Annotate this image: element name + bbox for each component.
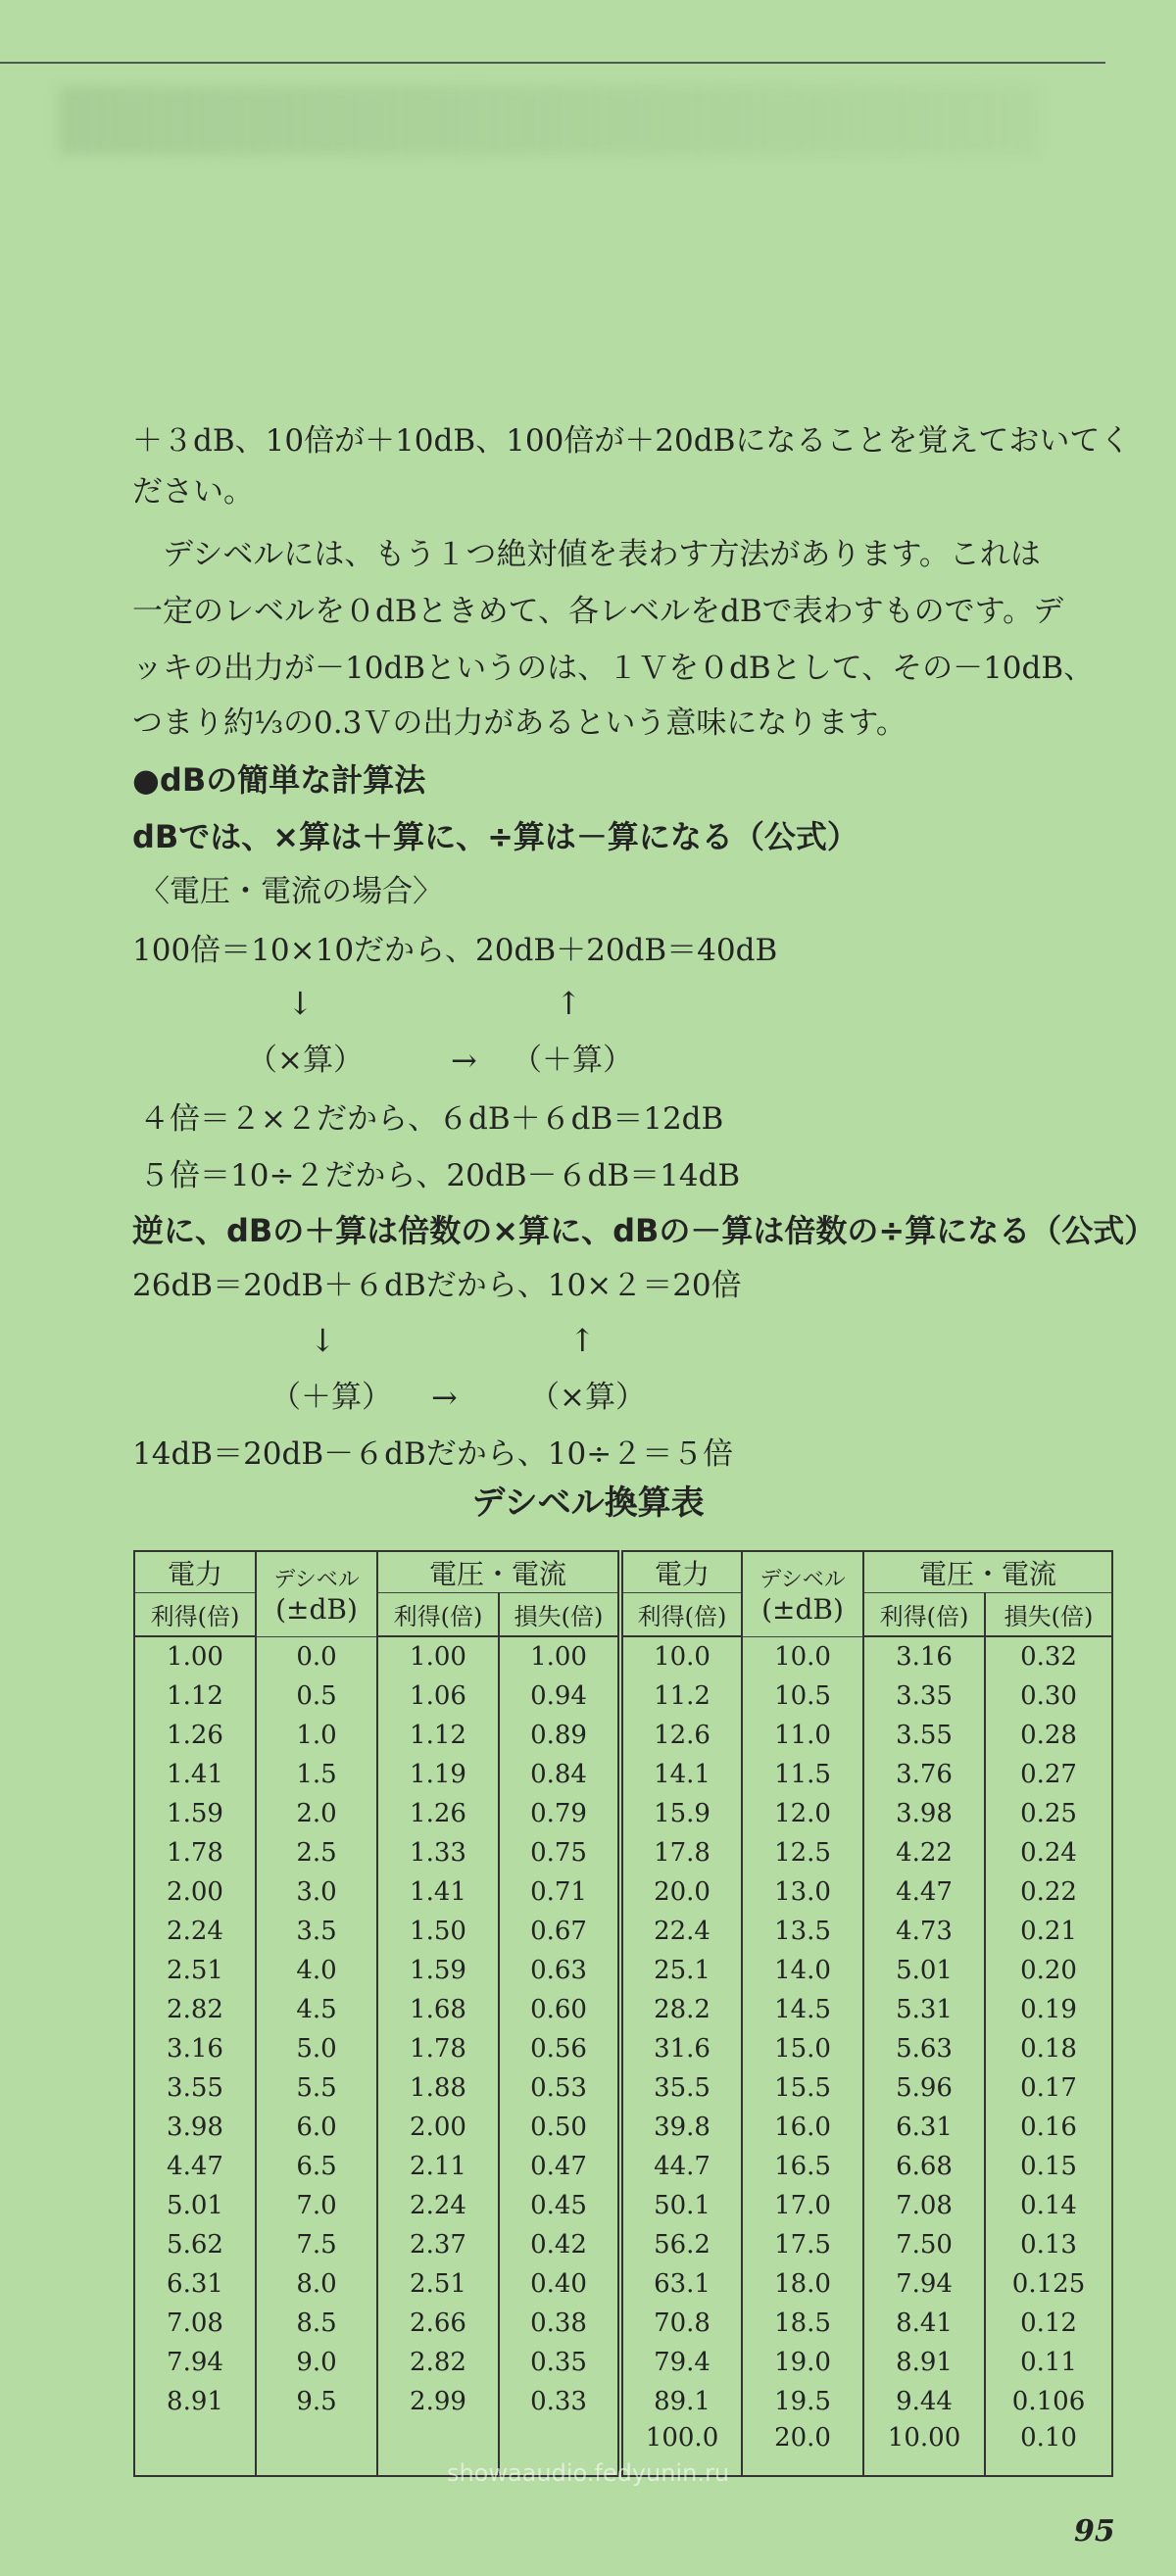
header-decibel-label-right: デシベル <box>760 1567 846 1592</box>
right-decibel-cell: 15.0 <box>742 2029 863 2068</box>
right-power-gain-cell: 28.2 <box>620 1990 742 2029</box>
left-decibel-cell: 0.5 <box>256 1677 377 1716</box>
table-row <box>134 1794 1112 1833</box>
table-row <box>134 1755 1112 1794</box>
header-vc-gain-right: 利得(倍) <box>863 1593 985 1637</box>
right-voltage-gain-cell: 3.55 <box>863 1716 985 1755</box>
right-decibel-cell: 20.0 <box>742 2421 863 2477</box>
left-power-gain-cell: 1.78 <box>134 1833 256 1872</box>
right-decibel-cell: 16.0 <box>742 2108 863 2147</box>
left-voltage-gain-cell: 1.88 <box>377 2068 499 2108</box>
right-decibel-cell: 19.0 <box>742 2343 863 2382</box>
paragraph-line-5: ッキの出力が－10dBというのは、１Ｖを０dBとして、その－10dB、 <box>132 651 1095 686</box>
table-row <box>134 1951 1112 1990</box>
table-row <box>134 1677 1112 1716</box>
left-voltage-loss-cell: 1.00 <box>499 1636 620 1677</box>
left-voltage-loss-cell: 0.79 <box>499 1794 620 1833</box>
right-power-gain-cell: 14.1 <box>620 1755 742 1794</box>
left-voltage-loss-cell: 0.94 <box>499 1677 620 1716</box>
left-decibel-cell: 5.5 <box>256 2068 377 2108</box>
left-decibel-cell: 6.5 <box>256 2147 377 2186</box>
right-voltage-gain-cell: 4.47 <box>863 1872 985 1912</box>
header-vc-loss: 損失(倍) <box>499 1593 620 1637</box>
right-voltage-loss-cell: 0.25 <box>985 1794 1112 1833</box>
left-voltage-gain-cell: 1.33 <box>377 1833 499 1872</box>
left-voltage-loss-cell: 0.40 <box>499 2264 620 2304</box>
right-voltage-gain-cell: 6.31 <box>863 2108 985 2147</box>
left-voltage-loss-cell: 0.42 <box>499 2225 620 2264</box>
left-power-gain-cell: 3.55 <box>134 2068 256 2108</box>
left-decibel-cell: 8.0 <box>256 2264 377 2304</box>
table-row <box>134 2304 1112 2343</box>
left-decibel-cell: 2.0 <box>256 1794 377 1833</box>
left-decibel-cell: 9.5 <box>256 2382 377 2421</box>
right-decibel-cell: 18.5 <box>742 2304 863 2343</box>
left-voltage-gain-cell: 1.41 <box>377 1872 499 1912</box>
table-row <box>134 1833 1112 1872</box>
formula-2: 逆に、dBの＋算は倍数の×算に、dBの－算は倍数の÷算になる（公式） <box>132 1212 1156 1249</box>
right-voltage-gain-cell: 3.98 <box>863 1794 985 1833</box>
watermark: showaaudio.fedyunin.ru <box>446 2459 730 2487</box>
right-decibel-cell: 15.5 <box>742 2068 863 2108</box>
header-decibel-right <box>742 1551 863 1636</box>
table-row <box>134 2068 1112 2108</box>
left-decibel-cell: 3.5 <box>256 1912 377 1951</box>
formula-1: dBでは、×算は＋算に、÷算は－算になる（公式） <box>132 818 858 855</box>
left-power-gain-cell: 2.82 <box>134 1990 256 2029</box>
right-voltage-loss-cell: 0.17 <box>985 2068 1112 2108</box>
right-voltage-gain-cell: 5.01 <box>863 1951 985 1990</box>
left-voltage-gain-cell: 1.06 <box>377 1677 499 1716</box>
table-title: デシベル換算表 <box>471 1483 705 1523</box>
right-voltage-gain-cell: 8.41 <box>863 2304 985 2343</box>
table-row <box>134 2147 1112 2186</box>
left-voltage-gain-cell: 2.99 <box>377 2382 499 2421</box>
left-power-gain-cell: 8.91 <box>134 2382 256 2421</box>
table-row <box>134 1912 1112 1951</box>
table-row <box>134 2382 1112 2421</box>
down-arrow-2: ↓ <box>310 1322 336 1359</box>
right-power-gain-cell: 17.8 <box>620 1833 742 1872</box>
header-voltage-current: 電圧・電流 <box>377 1551 620 1593</box>
right-voltage-gain-cell: 7.94 <box>863 2264 985 2304</box>
table-row <box>134 2186 1112 2225</box>
left-voltage-loss-cell: 0.56 <box>499 2029 620 2068</box>
header-vc-gain: 利得(倍) <box>377 1593 499 1637</box>
left-decibel-cell: 6.0 <box>256 2108 377 2147</box>
left-decibel-cell: 4.5 <box>256 1990 377 2029</box>
right-voltage-loss-cell: 0.30 <box>985 1677 1112 1716</box>
left-voltage-loss-cell: 0.35 <box>499 2343 620 2382</box>
left-decibel-cell: 0.0 <box>256 1636 377 1677</box>
bleed-through-shadow <box>59 86 1039 155</box>
right-voltage-gain-cell: 9.44 <box>863 2382 985 2421</box>
left-decibel-cell: 7.0 <box>256 2186 377 2225</box>
right-voltage-gain-cell: 5.96 <box>863 2068 985 2108</box>
down-arrow: ↓ <box>287 985 314 1022</box>
right-decibel-cell: 13.5 <box>742 1912 863 1951</box>
left-power-gain-cell: 5.62 <box>134 2225 256 2264</box>
right-power-gain-cell: 39.8 <box>620 2108 742 2147</box>
right-decibel-cell: 19.5 <box>742 2382 863 2421</box>
left-voltage-gain-cell: 2.66 <box>377 2304 499 2343</box>
right-decibel-cell: 13.0 <box>742 1872 863 1912</box>
op-plus: （＋算） <box>512 1043 633 1078</box>
header-power-gain-right: 利得(倍) <box>620 1593 742 1637</box>
table-body <box>134 1636 1112 2476</box>
right-power-gain-cell: 44.7 <box>620 2147 742 2186</box>
left-voltage-loss-cell: 0.67 <box>499 1912 620 1951</box>
right-decibel-cell: 16.5 <box>742 2147 863 2186</box>
right-power-gain-cell: 70.8 <box>620 2304 742 2343</box>
table-row <box>134 2108 1112 2147</box>
right-voltage-gain-cell: 5.31 <box>863 1990 985 2029</box>
right-decibel-cell: 12.5 <box>742 1833 863 1872</box>
paragraph-line-1: ＋３dB、10倍が＋10dB、100倍が＋20dBになることを覚えておいてく <box>132 423 1131 459</box>
left-power-gain-cell: 4.47 <box>134 2147 256 2186</box>
case-label: 〈電圧・電流の場合〉 <box>139 874 443 909</box>
right-voltage-loss-cell: 0.13 <box>985 2225 1112 2264</box>
header-decibel-label: デシベル <box>273 1567 360 1592</box>
left-power-gain-cell: 5.01 <box>134 2186 256 2225</box>
right-voltage-loss-cell: 0.14 <box>985 2186 1112 2225</box>
left-voltage-gain-cell: 2.24 <box>377 2186 499 2225</box>
right-voltage-loss-cell: 0.15 <box>985 2147 1112 2186</box>
right-decibel-cell: 17.0 <box>742 2186 863 2225</box>
right-decibel-cell: 18.0 <box>742 2264 863 2304</box>
right-decibel-cell: 12.0 <box>742 1794 863 1833</box>
left-voltage-gain-cell: 2.00 <box>377 2108 499 2147</box>
left-decibel-cell: 7.5 <box>256 2225 377 2264</box>
right-power-gain-cell: 11.2 <box>620 1677 742 1716</box>
left-voltage-gain-cell: 1.50 <box>377 1912 499 1951</box>
right-voltage-loss-cell: 0.12 <box>985 2304 1112 2343</box>
left-power-gain-cell: 1.26 <box>134 1716 256 1755</box>
right-power-gain-cell: 79.4 <box>620 2343 742 2382</box>
example-1: 100倍＝10×10だから、20dB＋20dB＝40dB <box>132 933 778 968</box>
top-rule <box>0 62 1105 64</box>
header-vc-loss-right: 損失(倍) <box>985 1593 1112 1637</box>
right-decibel-cell: 11.5 <box>742 1755 863 1794</box>
left-voltage-loss-cell: 0.89 <box>499 1716 620 1755</box>
left-voltage-loss-cell: 0.84 <box>499 1755 620 1794</box>
left-voltage-gain-cell: 1.12 <box>377 1716 499 1755</box>
right-power-gain-cell: 25.1 <box>620 1951 742 1990</box>
left-power-gain-cell: 1.59 <box>134 1794 256 1833</box>
left-decibel-cell: 5.0 <box>256 2029 377 2068</box>
right-decibel-cell: 17.5 <box>742 2225 863 2264</box>
left-decibel-cell: 4.0 <box>256 1951 377 1990</box>
example-3: ５倍＝10÷２だから、20dB－６dB＝14dB <box>139 1158 741 1193</box>
left-voltage-gain-cell: 2.37 <box>377 2225 499 2264</box>
table-row <box>134 1636 1112 1677</box>
right-voltage-gain-cell: 6.68 <box>863 2147 985 2186</box>
header-pm-db-right: (±dB) <box>761 1592 844 1626</box>
left-power-gain-cell: 1.00 <box>134 1636 256 1677</box>
left-voltage-gain-cell: 1.68 <box>377 1990 499 2029</box>
table-row <box>134 1716 1112 1755</box>
left-decibel-cell: 2.5 <box>256 1833 377 1872</box>
right-power-gain-cell: 12.6 <box>620 1716 742 1755</box>
right-decibel-cell: 14.5 <box>742 1990 863 2029</box>
table-row <box>134 2264 1112 2304</box>
right-power-gain-cell: 50.1 <box>620 2186 742 2225</box>
left-voltage-gain-cell: 1.26 <box>377 1794 499 1833</box>
op-multiply: （×算） <box>247 1043 364 1078</box>
left-power-gain-cell: 7.94 <box>134 2343 256 2382</box>
left-voltage-gain-cell: 1.59 <box>377 1951 499 1990</box>
right-decibel-cell: 11.0 <box>742 1716 863 1755</box>
paragraph-line-4: 一定のレベルを０dBときめて、各レベルをdBで表わすものです。デ <box>132 594 1064 629</box>
right-decibel-cell: 10.0 <box>742 1636 863 1677</box>
left-decibel-cell: 1.5 <box>256 1755 377 1794</box>
left-voltage-loss-cell: 0.38 <box>499 2304 620 2343</box>
right-voltage-gain-cell: 10.00 <box>863 2421 985 2477</box>
right-voltage-loss-cell: 0.21 <box>985 1912 1112 1951</box>
right-voltage-loss-cell: 0.20 <box>985 1951 1112 1990</box>
right-power-gain-cell: 22.4 <box>620 1912 742 1951</box>
left-voltage-loss-cell: 0.45 <box>499 2186 620 2225</box>
header-power-right: 電力 <box>620 1551 742 1593</box>
right-power-gain-cell: 35.5 <box>620 2068 742 2108</box>
table-row <box>134 2225 1112 2264</box>
left-voltage-gain-cell: 1.78 <box>377 2029 499 2068</box>
right-voltage-loss-cell: 0.24 <box>985 1833 1112 1872</box>
right-voltage-gain-cell: 8.91 <box>863 2343 985 2382</box>
right-voltage-gain-cell: 7.50 <box>863 2225 985 2264</box>
right-voltage-loss-cell: 0.18 <box>985 2029 1112 2068</box>
left-power-gain-cell: 2.51 <box>134 1951 256 1990</box>
right-power-gain-cell: 89.1 <box>620 2382 742 2421</box>
right-power-gain-cell: 15.9 <box>620 1794 742 1833</box>
left-power-gain-cell: 3.98 <box>134 2108 256 2147</box>
right-power-gain-cell: 10.0 <box>620 1636 742 1677</box>
right-voltage-loss-cell: 0.32 <box>985 1636 1112 1677</box>
right-power-gain-cell: 31.6 <box>620 2029 742 2068</box>
right-voltage-loss-cell: 0.11 <box>985 2343 1112 2382</box>
left-power-gain-cell: 3.16 <box>134 2029 256 2068</box>
right-voltage-gain-cell: 4.22 <box>863 1833 985 1872</box>
right-power-gain-cell: 56.2 <box>620 2225 742 2264</box>
right-power-gain-cell: 63.1 <box>620 2264 742 2304</box>
example-4: 26dB＝20dB＋６dBだから、10×２＝20倍 <box>132 1268 742 1303</box>
left-voltage-loss-cell: 0.63 <box>499 1951 620 1990</box>
left-voltage-loss-cell: 0.47 <box>499 2147 620 2186</box>
left-voltage-loss-cell: 0.71 <box>499 1872 620 1912</box>
left-voltage-loss-cell: 0.33 <box>499 2382 620 2421</box>
right-voltage-gain-cell: 4.73 <box>863 1912 985 1951</box>
left-decibel-cell: 3.0 <box>256 1872 377 1912</box>
right-decibel-cell: 10.5 <box>742 1677 863 1716</box>
left-voltage-gain-cell: 2.82 <box>377 2343 499 2382</box>
left-voltage-gain-cell: 1.00 <box>377 1636 499 1677</box>
table-row <box>134 2029 1112 2068</box>
up-arrow-2: ↑ <box>569 1322 596 1359</box>
paragraph-line-3: デシベルには、もう１つ絶対値を表わす方法があります。これは <box>132 537 1041 572</box>
paragraph-line-6: つまり約⅓の0.3Ｖの出力があるという意味になります。 <box>132 705 906 741</box>
right-voltage-loss-cell: 0.16 <box>985 2108 1112 2147</box>
paragraph-line-2: ださい。 <box>132 474 254 510</box>
table-row <box>134 1872 1112 1912</box>
page-number: 95 <box>1074 2514 1115 2549</box>
table-row <box>134 1990 1112 2029</box>
left-voltage-gain-cell: 2.51 <box>377 2264 499 2304</box>
right-voltage-loss-cell: 0.10 <box>985 2421 1112 2477</box>
left-power-gain-cell: 2.24 <box>134 1912 256 1951</box>
left-voltage-loss-cell: 0.75 <box>499 1833 620 1872</box>
right-voltage-gain-cell: 3.35 <box>863 1677 985 1716</box>
left-voltage-loss-cell: 0.60 <box>499 1990 620 2029</box>
right-voltage-loss-cell: 0.22 <box>985 1872 1112 1912</box>
left-voltage-loss-cell: 0.50 <box>499 2108 620 2147</box>
header-pm-db: (±dB) <box>275 1592 358 1626</box>
example-5: 14dB＝20dB－６dBだから、10÷２＝５倍 <box>132 1436 734 1472</box>
right-voltage-gain-cell: 7.08 <box>863 2186 985 2225</box>
right-voltage-gain-cell: 3.76 <box>863 1755 985 1794</box>
left-decibel-cell: 9.0 <box>256 2343 377 2382</box>
right-power-gain-cell: 100.0 <box>620 2421 742 2477</box>
left-voltage-gain-cell: 1.19 <box>377 1755 499 1794</box>
decibel-conversion-table <box>133 1550 1113 2477</box>
header-decibel <box>256 1551 377 1636</box>
op-multiply-2: （×算） <box>529 1380 646 1415</box>
right-voltage-loss-cell: 0.19 <box>985 1990 1112 2029</box>
right-arrow: → <box>451 1042 477 1079</box>
left-power-gain-cell: 2.00 <box>134 1872 256 1912</box>
right-power-gain-cell: 20.0 <box>620 1872 742 1912</box>
header-power-gain: 利得(倍) <box>134 1593 256 1637</box>
header-row-1 <box>134 1551 1112 1593</box>
example-2: ４倍＝２×２だから、６dB＋６dB＝12dB <box>139 1101 724 1137</box>
op-plus-2: （＋算） <box>270 1380 392 1415</box>
left-voltage-loss-cell: 0.53 <box>499 2068 620 2108</box>
left-power-gain-cell: 6.31 <box>134 2264 256 2304</box>
right-voltage-loss-cell: 0.27 <box>985 1755 1112 1794</box>
table-row <box>134 2343 1112 2382</box>
section-heading: ●dBの簡単な計算法 <box>132 761 426 799</box>
right-voltage-loss-cell: 0.125 <box>985 2264 1112 2304</box>
left-decibel-cell: 1.0 <box>256 1716 377 1755</box>
header-power: 電力 <box>134 1551 256 1593</box>
right-arrow-2: → <box>431 1379 458 1416</box>
right-voltage-loss-cell: 0.106 <box>985 2382 1112 2421</box>
left-decibel-cell: 8.5 <box>256 2304 377 2343</box>
left-power-gain-cell: 7.08 <box>134 2304 256 2343</box>
right-voltage-loss-cell: 0.28 <box>985 1716 1112 1755</box>
left-power-gain-cell: 1.41 <box>134 1755 256 1794</box>
up-arrow: ↑ <box>556 985 582 1022</box>
right-voltage-gain-cell: 5.63 <box>863 2029 985 2068</box>
left-power-gain-cell: 1.12 <box>134 1677 256 1716</box>
right-voltage-gain-cell: 3.16 <box>863 1636 985 1677</box>
right-decibel-cell: 14.0 <box>742 1951 863 1990</box>
header-voltage-current-right: 電圧・電流 <box>863 1551 1112 1593</box>
left-voltage-gain-cell: 2.11 <box>377 2147 499 2186</box>
